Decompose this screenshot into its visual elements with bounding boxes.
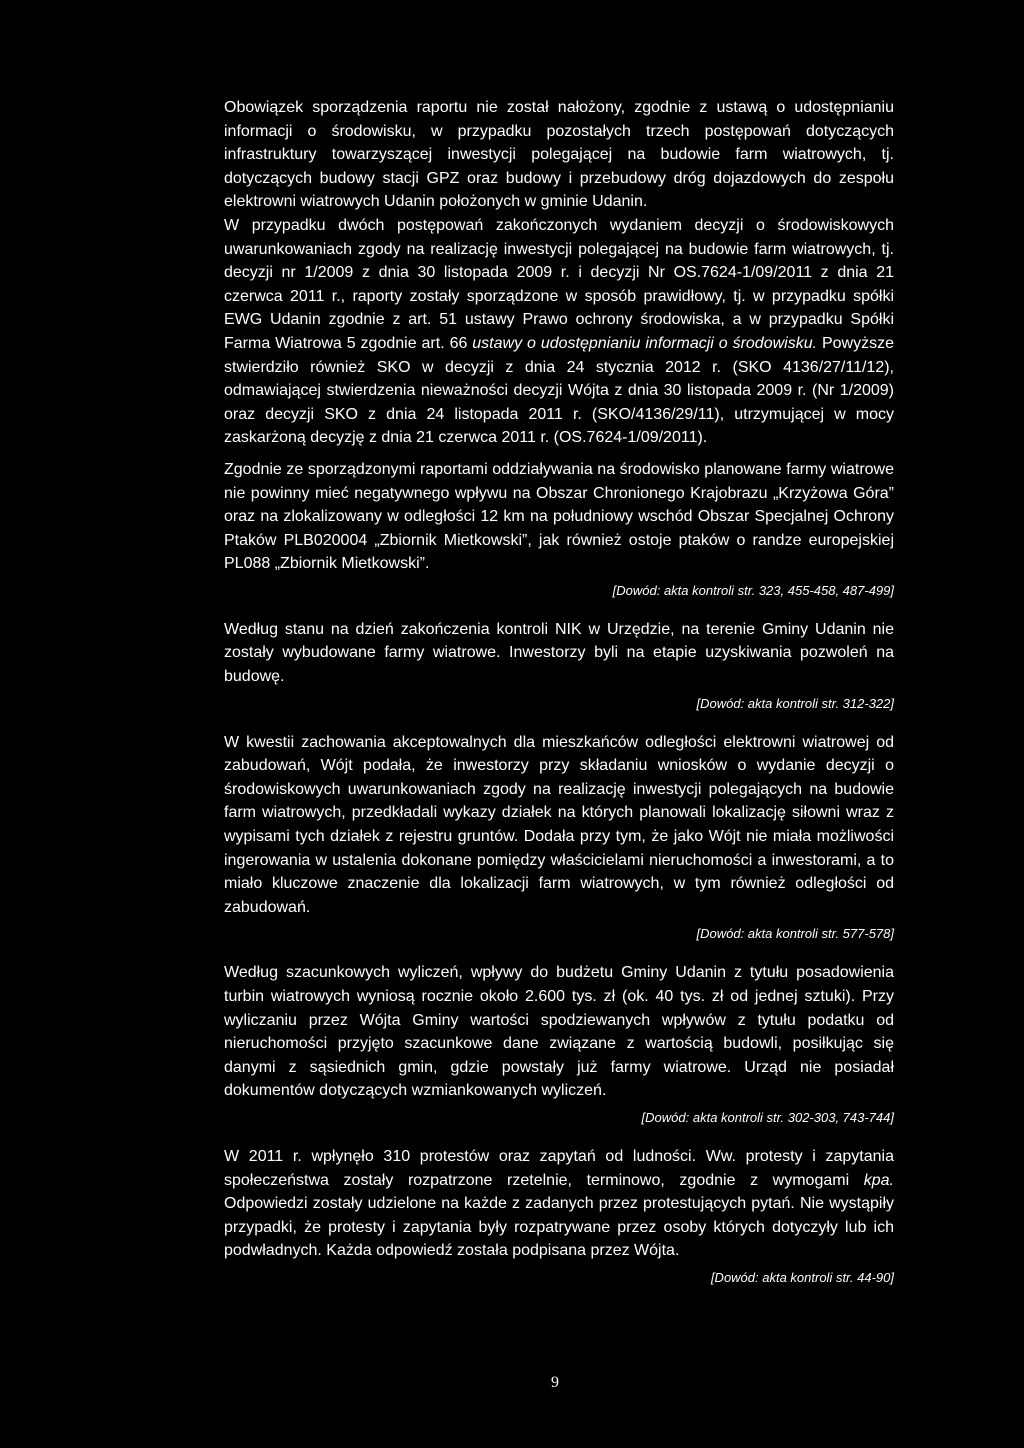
paragraph-distance-from-buildings: W kwestii zachowania akceptowalnych dla mieszkańców odległości elektrowni wiatrowej od zabudowań, Wójt podała, że inwestorzy przy składaniu wniosków o wydanie decyzji o środowiskowych uwarunkowaniach zgody na realizację inwestycji polegających na budowie farm wiatrowych, przedkładali wykazy działek na których planowali lokalizację siłowni wraz z wypisami tych działek z rejestru gruntów. Dodała przy tym, że jako Wójt nie miała możliwości ingerowania w ustalenia dokonane pomiędzy właścicielami nieruchomości a inwestorami, a to miało kluczowe znaczenie dla lokalizacji farm wiatrowych, w tym również odległości od zabudowań. bbox=[224, 733, 894, 916]
paragraph-environmental-decisions bbox=[224, 214, 894, 450]
paragraph-report-obligation: Obowiązek sporządzenia raportu nie został nałożony, zgodnie z ustawą o udostępnianiu informacji o środowisku, w przypadku pozostałych trzech postępowań dotyczących infrastruktury towarzyszącej inwestycji polegającej na budowie farm wiatrowych, tj. dotyczących budowy stacji GPZ oraz budowy i przebudowy dróg dojazdowych do zespołu elektrowni wiatrowych Udanin położonych w gminie Udanin. bbox=[224, 99, 894, 211]
evidence-reference-1: [Dowód: akta kontroli str. 323, 455-458, 487-499] bbox=[612, 582, 894, 598]
paragraph-budget-revenue: Według szacunkowych wyliczeń, wpływy do budżetu Gminy Udanin z tytułu posadowienia turbin wiatrowych wyniosą rocznie około 2.600 tys. zł (ok. 40 tys. zł od jednej sztuki). Przy wyliczaniu przez Wójta Gminy wartości spodziewanych wpływów z tytułu podatku od nieruchomości przyjęto szacunkowe dane związane z wartością budowli, posiłkując się danymi z sąsiednich gmin, gdzie powstały już farmy wiatrowe. Urząd nie posiadał dokumentów dotyczących wzmiankowanych wyliczeń. bbox=[224, 964, 894, 1100]
paragraph-construction-status: Według stanu na dzień zakończenia kontroli NIK w Urzędzie, na terenie Gminy Udanin nie zostały wybudowane farmy wiatrowe. Inwestorzy byli na etapie uzyskiwania pozwoleń na budowę. bbox=[224, 620, 894, 686]
paragraph-public-protests-part-a: W 2011 r. wpłynęło 310 protestów oraz zapytań od ludności. Ww. protesty i zapytania społeczeństwa zostały rozpatrzone rzetelnie, terminowo, zgodnie z wymogami bbox=[224, 1147, 894, 1189]
paragraph-environmental-decisions-part-a: W przypadku dwóch postępowań zakończonych wydaniem decyzji o środowiskowych uwarunkowaniach zgody na realizację inwestycji polegającej na budowie farm wiatrowych, tj. decyzji nr 1/2009 z dnia 30 listopada 2009 r. i decyzji Nr OS.7624-1/09/2011 z dnia 21 czerwca 2011 r., raporty zostały sporządzone w sposób prawidłowy, tj. w przypadku spółki EWG Udanin zgodnie z art. 51 ustawy Prawo ochrony środowiska, a w przypadku Spółki Farma Wiatrowa 5 zgodnie art. 66 bbox=[224, 216, 894, 352]
document-body bbox=[224, 96, 894, 1287]
evidence-reference-2: [Dowód: akta kontroli str. 312-322] bbox=[696, 695, 894, 711]
evidence-reference-5: [Dowód: akta kontroli str. 44-90] bbox=[710, 1269, 894, 1285]
act-title-italic: ustawy o udostępnianiu informacji o środowisku. bbox=[472, 334, 818, 352]
page-number: 9 bbox=[551, 1374, 559, 1391]
kpa-italic: kpa. bbox=[863, 1171, 894, 1189]
paragraph-public-protests-part-b: Odpowiedzi zostały udzielone na każde z zadanych przez protestujących pytań. Nie wystąpiły przypadki, że protesty i zapytania były rozpatrywane przez osoby których dotyczyły lub ich podwładnych. Każda odpowiedź została podpisana przez Wójta. bbox=[224, 1195, 894, 1260]
evidence-reference-4: [Dowód: akta kontroli str. 302-303, 743-744] bbox=[641, 1109, 894, 1125]
paragraph-environmental-decisions-part-b: Powyższe stwierdziło również SKO w decyzji z dnia 24 stycznia 2012 r. (SKO 4136/27/11/12), odmawiającej stwierdzenia nieważności decyzji Wójta z dnia 30 listopada 2009 r. (Nr 1/2009) oraz decyzji SKO z dnia 24 listopada 2011 r. (SKO/4136/29/11), utrzymującej w mocy zaskarżoną decyzję z dnia 21 czerwca 2011 r. (OS.7624-1/09/2011). bbox=[224, 334, 895, 447]
paragraph-public-protests bbox=[224, 1145, 894, 1263]
evidence-reference-3: [Dowód: akta kontroli str. 577-578] bbox=[696, 926, 894, 942]
paragraph-impact-reports: Zgodnie ze sporządzonymi raportami oddziaływania na środowisko planowane farmy wiatrowe nie powinny mieć negatywnego wpływu na Obszar Chronionego Krajobrazu „Krzyżowa Góra” oraz na zlokalizowany w odległości 12 km na południowy wschód Obszar Specjalnej Ochrony Ptaków PLB020004 „Zbiornik Mietkowski”, jak również ostoje ptaków o randze europejskiej PL088 „Zbiornik Mietkowski”. bbox=[224, 460, 894, 573]
